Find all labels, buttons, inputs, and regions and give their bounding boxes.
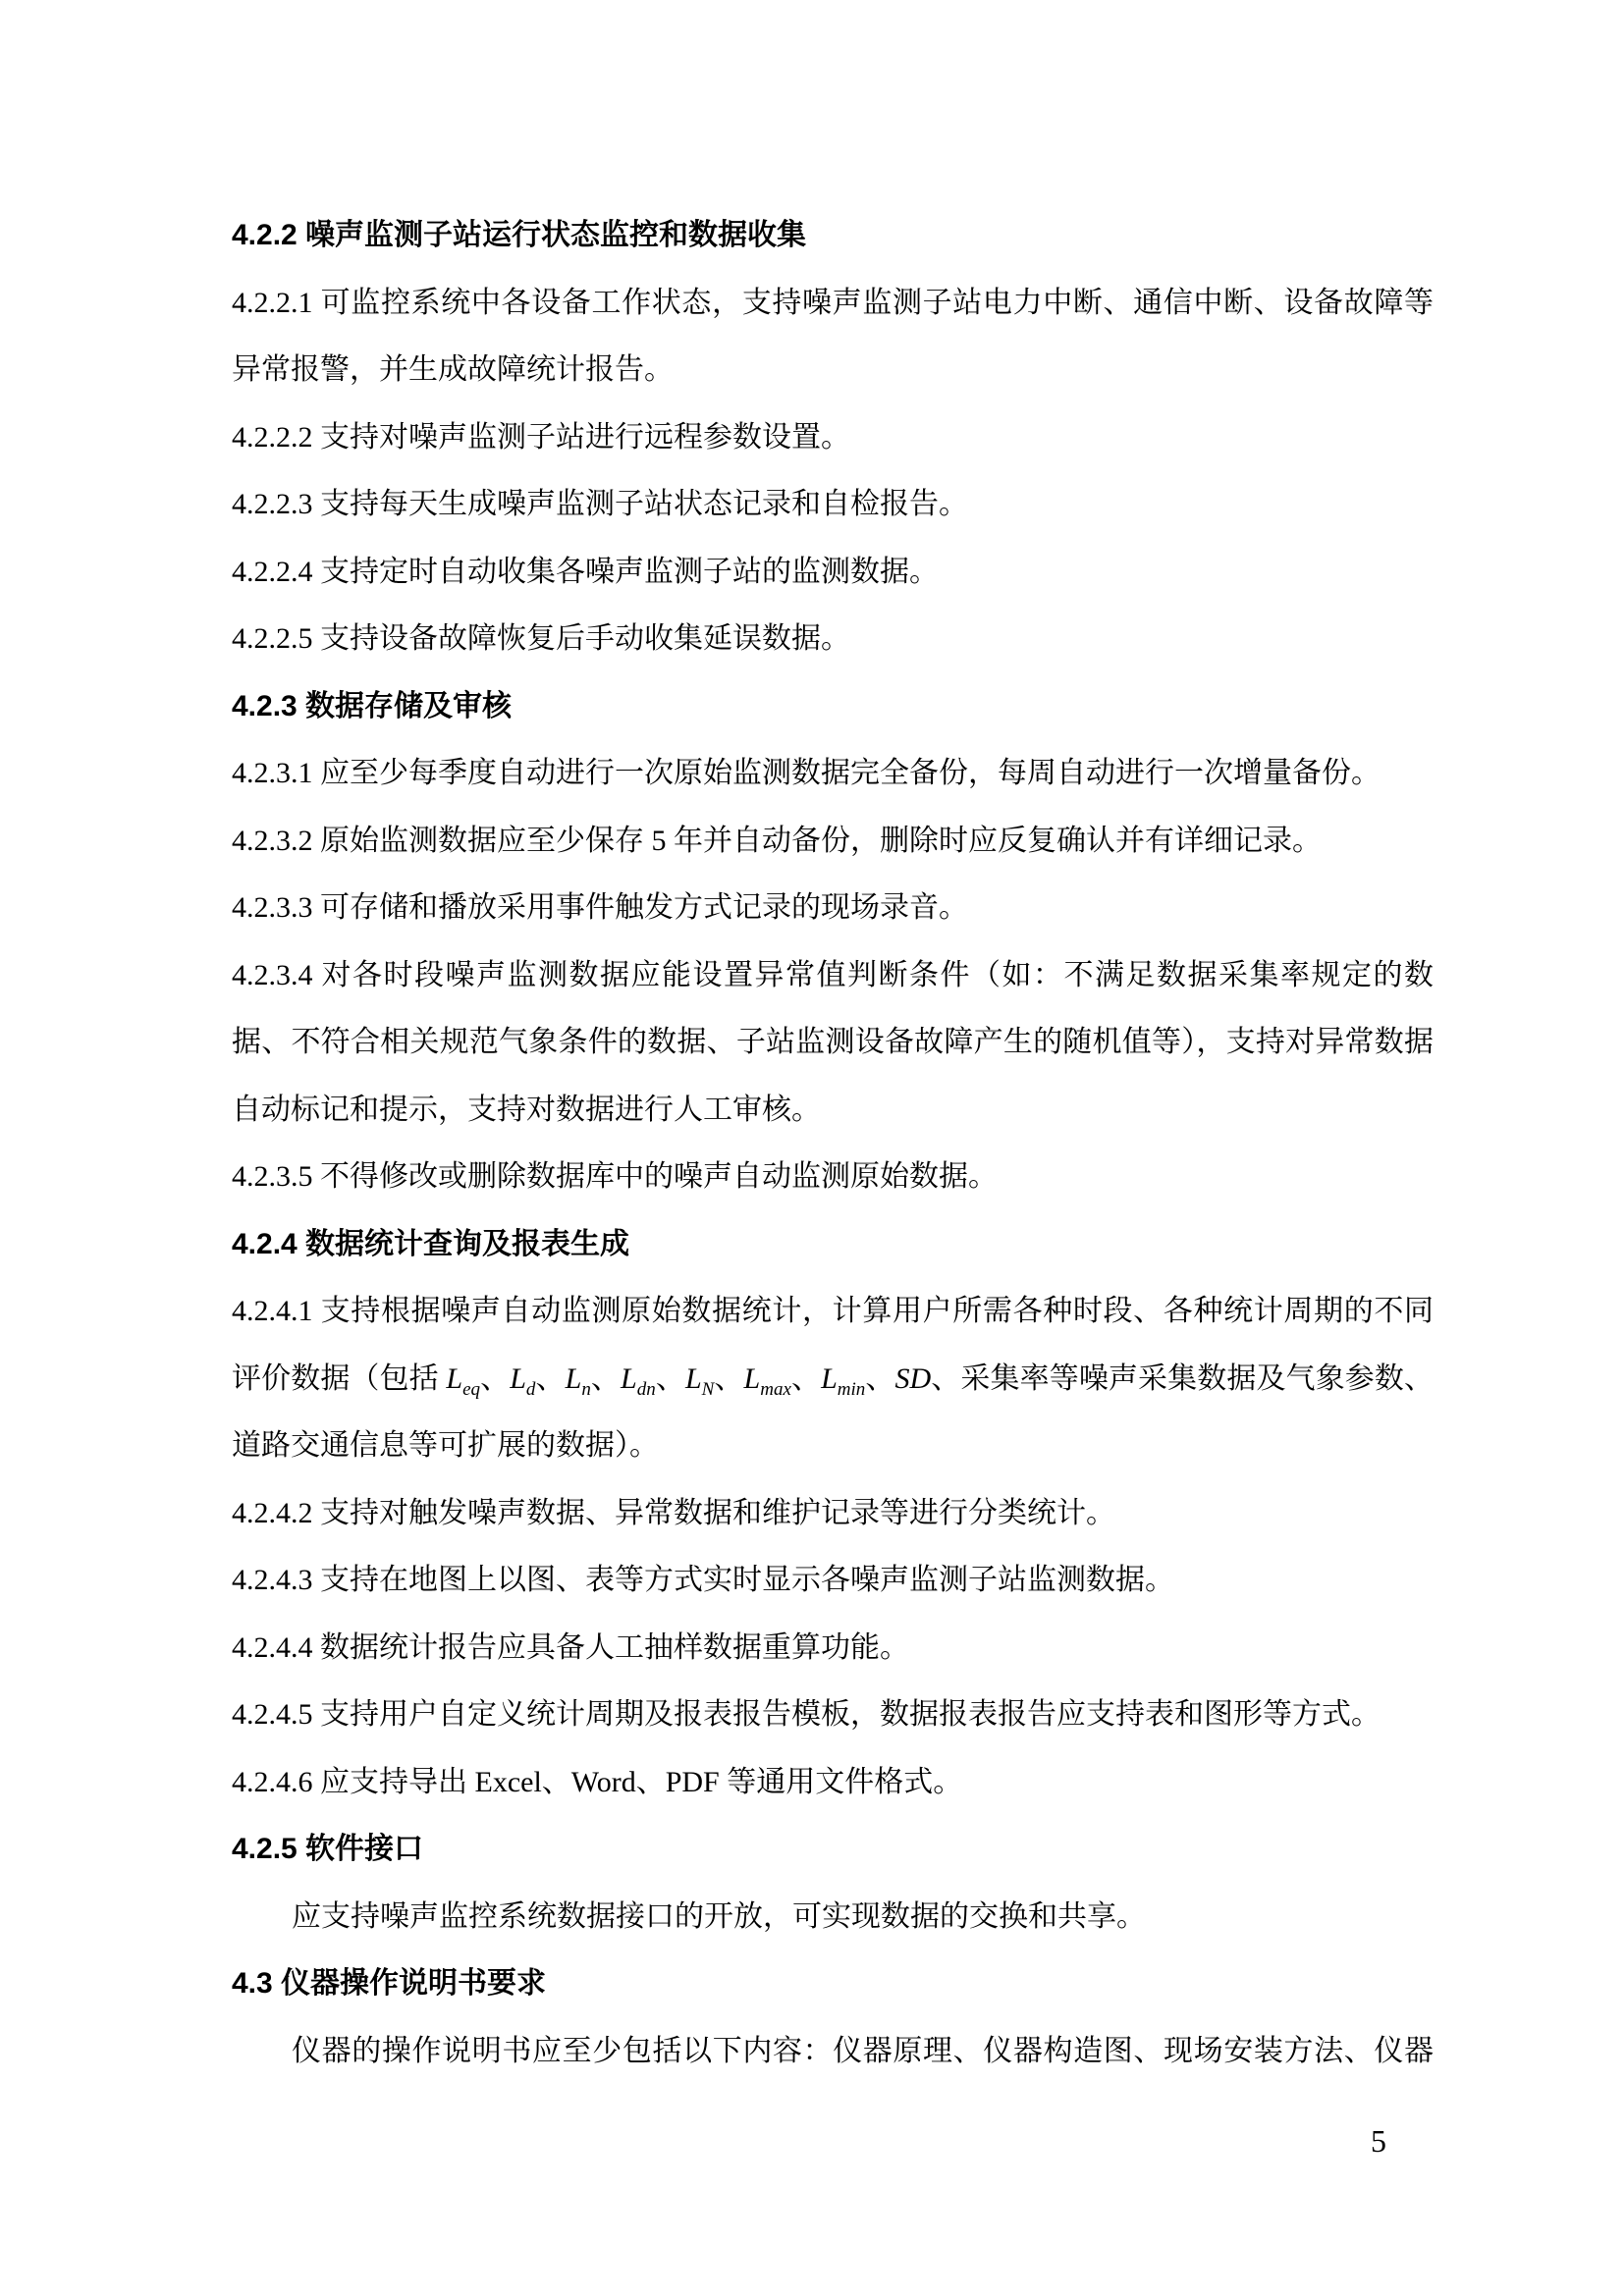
para-4-2-3-2: 4.2.3.2 原始监测数据应至少保存 5 年并自动备份，删除时应反复确认并有详细记录。	[232, 824, 1322, 857]
formula-symbol: L	[565, 1362, 582, 1395]
para-4-2-2-4: 4.2.2.4 支持定时自动收集各噪声监测子站的监测数据。	[232, 555, 939, 588]
document-body	[232, 202, 1434, 2085]
para-4-2-2-5: 4.2.2.5 支持设备故障恢复后手动收集延误数据。	[232, 622, 850, 655]
para-4-2-3-5: 4.2.3.5 不得修改或删除数据库中的噪声自动监测原始数据。	[232, 1160, 998, 1193]
formula-symbol: L	[684, 1362, 702, 1395]
heading-4-2-2: 4.2.2 噪声监测子站运行状态监控和数据收集	[232, 219, 807, 251]
para-4-2-3-1: 4.2.3.1 应至少每季度自动进行一次原始监测数据完全备份，每周自动进行一次增量备份。	[232, 757, 1380, 789]
para-4-2-4-1	[232, 1278, 1434, 1480]
heading-4-2-5: 4.2.5 软件接口	[232, 1833, 424, 1865]
text-run: 、	[590, 1362, 622, 1395]
para-4-2-2-3: 4.2.2.3 支持每天生成噪声监测子站状态记录和自检报告。	[232, 488, 968, 520]
para-4-2-3-4: 4.2.3.4 对各时段噪声监测数据应能设置异常值判断条件（如：不满足数据采集率规定的数据、不符合相关规范气象条件的数据、子站监测设备故障产生的随机值等），支持对异常数据自动标记和提示，支持对数据进行人工审核。	[232, 958, 1434, 1126]
text-run: 、采集率等噪声采集数据及气象参数、道路交通信息等可扩展的数据）。	[232, 1362, 1435, 1462]
page-number: 5	[1371, 2123, 1386, 2159]
text-run: 、	[535, 1362, 566, 1395]
formula-symbol: L	[821, 1362, 838, 1395]
formula-symbol: L	[510, 1362, 526, 1395]
heading-4-2-3: 4.2.3 数据存储及审核	[232, 689, 513, 722]
text-run: 、	[480, 1362, 511, 1395]
formula-symbol: N	[701, 1378, 715, 1400]
formula-symbol: eq	[462, 1378, 480, 1400]
text-run: 、	[655, 1362, 685, 1395]
formula-symbol: dn	[636, 1378, 656, 1400]
formula-symbol: n	[581, 1378, 591, 1400]
formula-symbol: L	[446, 1362, 463, 1395]
text-run: 、	[790, 1362, 822, 1395]
para-4-3-body: 仪器的操作说明书应至少包括以下内容：仪器原理、仪器构造图、现场安装方法、仪器	[292, 2034, 1434, 2067]
text-run: 、	[714, 1362, 744, 1395]
heading-4-2-4: 4.2.4 数据统计查询及报表生成	[232, 1227, 630, 1260]
formula-symbol: d	[525, 1378, 536, 1400]
text-run: 4.2.4.1 支持根据噪声自动监测原始数据统计，计算用户所需各种时段、各种统计周期的不同评价数据（包括	[232, 1295, 1434, 1395]
para-4-2-3-3: 4.2.3.3 可存储和播放采用事件触发方式记录的现场录音。	[232, 891, 968, 924]
formula-symbol: min	[837, 1378, 866, 1400]
para-4-2-2-1: 4.2.2.1 可监控系统中各设备工作状态，支持噪声监测子站电力中断、通信中断、设备故障等异常报警，并生成故障统计报告。	[232, 286, 1434, 386]
para-4-2-4-5: 4.2.4.5 支持用户自定义统计周期及报表报告模板，数据报表报告应支持表和图形等方式。	[232, 1698, 1380, 1731]
formula-symbol: L	[743, 1362, 761, 1395]
para-4-2-4-6: 4.2.4.6 应支持导出 Excel、Word、PDF 等通用文件格式。	[232, 1765, 963, 1798]
formula-symbol: max	[760, 1378, 791, 1400]
para-4-2-4-2: 4.2.4.2 支持对触发噪声数据、异常数据和维护记录等进行分类统计。	[232, 1496, 1115, 1529]
heading-4-3: 4.3 仪器操作说明书要求	[232, 1967, 547, 2000]
formula-symbol: SD	[894, 1362, 932, 1395]
para-4-2-5-body: 应支持噪声监控系统数据接口的开放，可实现数据的交换和共享。	[292, 1899, 1146, 1933]
text-run: 、	[865, 1362, 895, 1395]
para-4-2-4-3: 4.2.4.3 支持在地图上以图、表等方式实时显示各噪声监测子站监测数据。	[232, 1564, 1174, 1596]
para-4-2-4-4: 4.2.4.4 数据统计报告应具备人工抽样数据重算功能。	[232, 1630, 909, 1664]
formula-symbol: L	[621, 1362, 637, 1395]
para-4-2-2-2: 4.2.2.2 支持对噪声监测子站进行远程参数设置。	[232, 420, 850, 454]
